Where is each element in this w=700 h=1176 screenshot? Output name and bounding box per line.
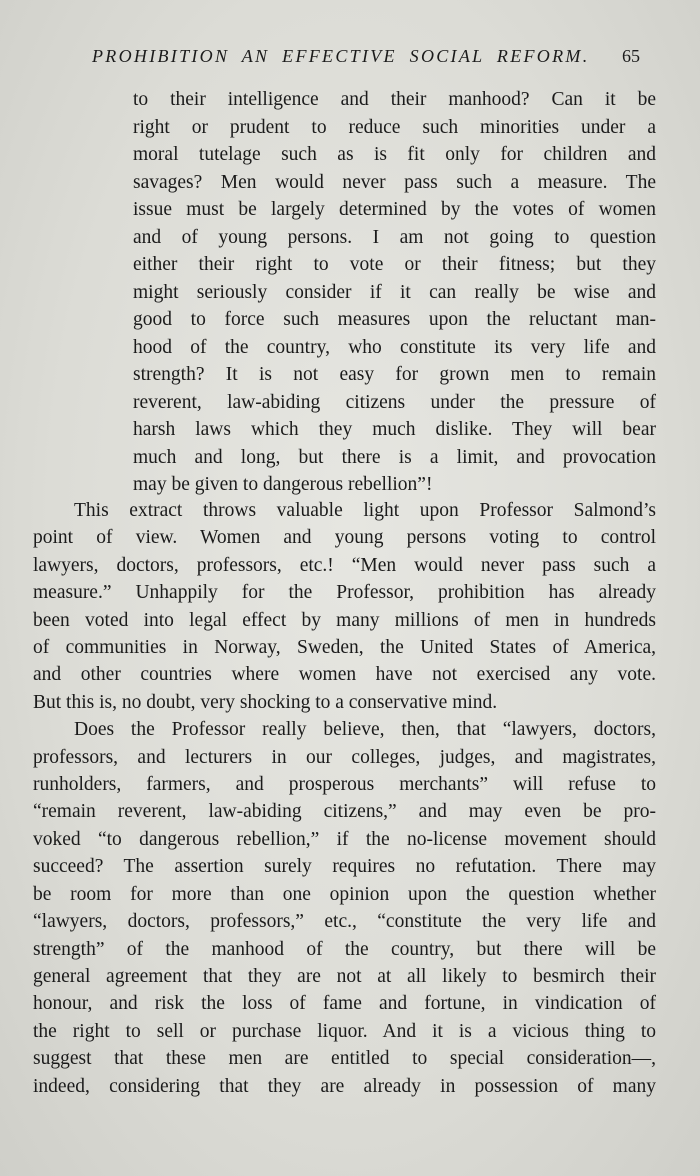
paragraph-line: succeed? The assertion surely requires no refutation. There may [33,856,656,878]
paragraph [33,497,656,716]
quote-line: much and long, but there is a limit, and provocation [133,446,656,468]
quote-line: issue must be largely determined by the votes of women [133,199,656,220]
running-title: PROHIBITION AN EFFECTIVE SOCIAL REFORM. [92,46,590,66]
paragraph-line: been voted into legal effect by many millions of men in hundreds [33,609,656,631]
paragraph-line: voked “to dangerous rebellion,” if the no-license movement should [33,828,656,850]
paragraph-line: suggest that these men are entitled to special consideration—, [33,1048,656,1070]
paragraph-line: the right to sell or purchase liquor. And it is a vicious thing to [33,1020,656,1042]
quote-line: moral tutelage such as is fit only for children and [133,144,656,165]
paragraph-line: strength” of the manhood of the country, but there will be [33,938,656,960]
quote-line: hood of the country, who constitute its very life and [133,336,656,358]
paragraph-line: be room for more than one opinion upon the question whether [33,883,656,905]
quote-line: right or prudent to reduce such minorities under a [133,116,656,138]
paragraph-line: professors, and lecturers in our colleges, judges, and magistrates, [33,746,656,768]
quote-line: strength? It is not easy for grown men to remain [133,364,656,385]
quote-line: harsh laws which they much dislike. They will bear [133,419,656,440]
page-number: 65 [622,46,640,66]
block-quote [133,86,656,499]
paragraph-line: indeed, considering that they are already in possession of many [33,1075,656,1097]
paragraph-line: Does the Professor really believe, then, that “lawyers, doctors, [74,719,656,741]
quote-line: may be given to dangerous rebellion”! [133,474,433,495]
quote-line: savages? Men would never pass such a measure. The [133,171,656,193]
paragraph-line: honour, and risk the loss of fame and fortune, in vindication of [33,993,656,1015]
quote-line: good to force such measures upon the reluctant man- [133,309,656,330]
paragraph-line: This extract throws valuable light upon Professor Salmond’s [74,500,656,521]
quote-line: reverent, law-abiding citizens under the pressure of [133,391,656,413]
quote-line: either their right to vote or their fitness; but they [133,254,656,275]
paragraph-line: measure.” Unhappily for the Professor, prohibition has already [33,582,656,604]
paragraph-line: “remain reverent, law-abiding citizens,” and may even be pro- [33,801,656,823]
paragraph-line: But this is, no doubt, very shocking to a conservative mind. [33,691,498,713]
paragraph-line: general agreement that they are not at all likely to besmirch their [33,965,656,987]
quote-line: to their intelligence and their manhood? Can it be [133,89,656,110]
body-text [33,497,656,1100]
page-header [88,46,648,72]
paragraph-line: point of view. Women and young persons voting to control [33,527,656,549]
paragraph-line: and other countries where women have not exercised any vote. [33,664,656,686]
paragraph-line: runholders, farmers, and prosperous merchants” will refuse to [33,774,656,796]
paragraph-line: “lawyers, doctors, professors,” etc., “constitute the very life and [33,911,656,933]
paragraph-line: lawyers, doctors, professors, etc.! “Men would never pass such a [33,554,656,576]
quote-line: might seriously consider if it can really be wise and [133,281,656,303]
paragraph-line: of communities in Norway, Sweden, the United States of America, [33,637,656,659]
paragraph [33,716,656,1100]
quote-line: and of young persons. I am not going to question [133,226,656,248]
